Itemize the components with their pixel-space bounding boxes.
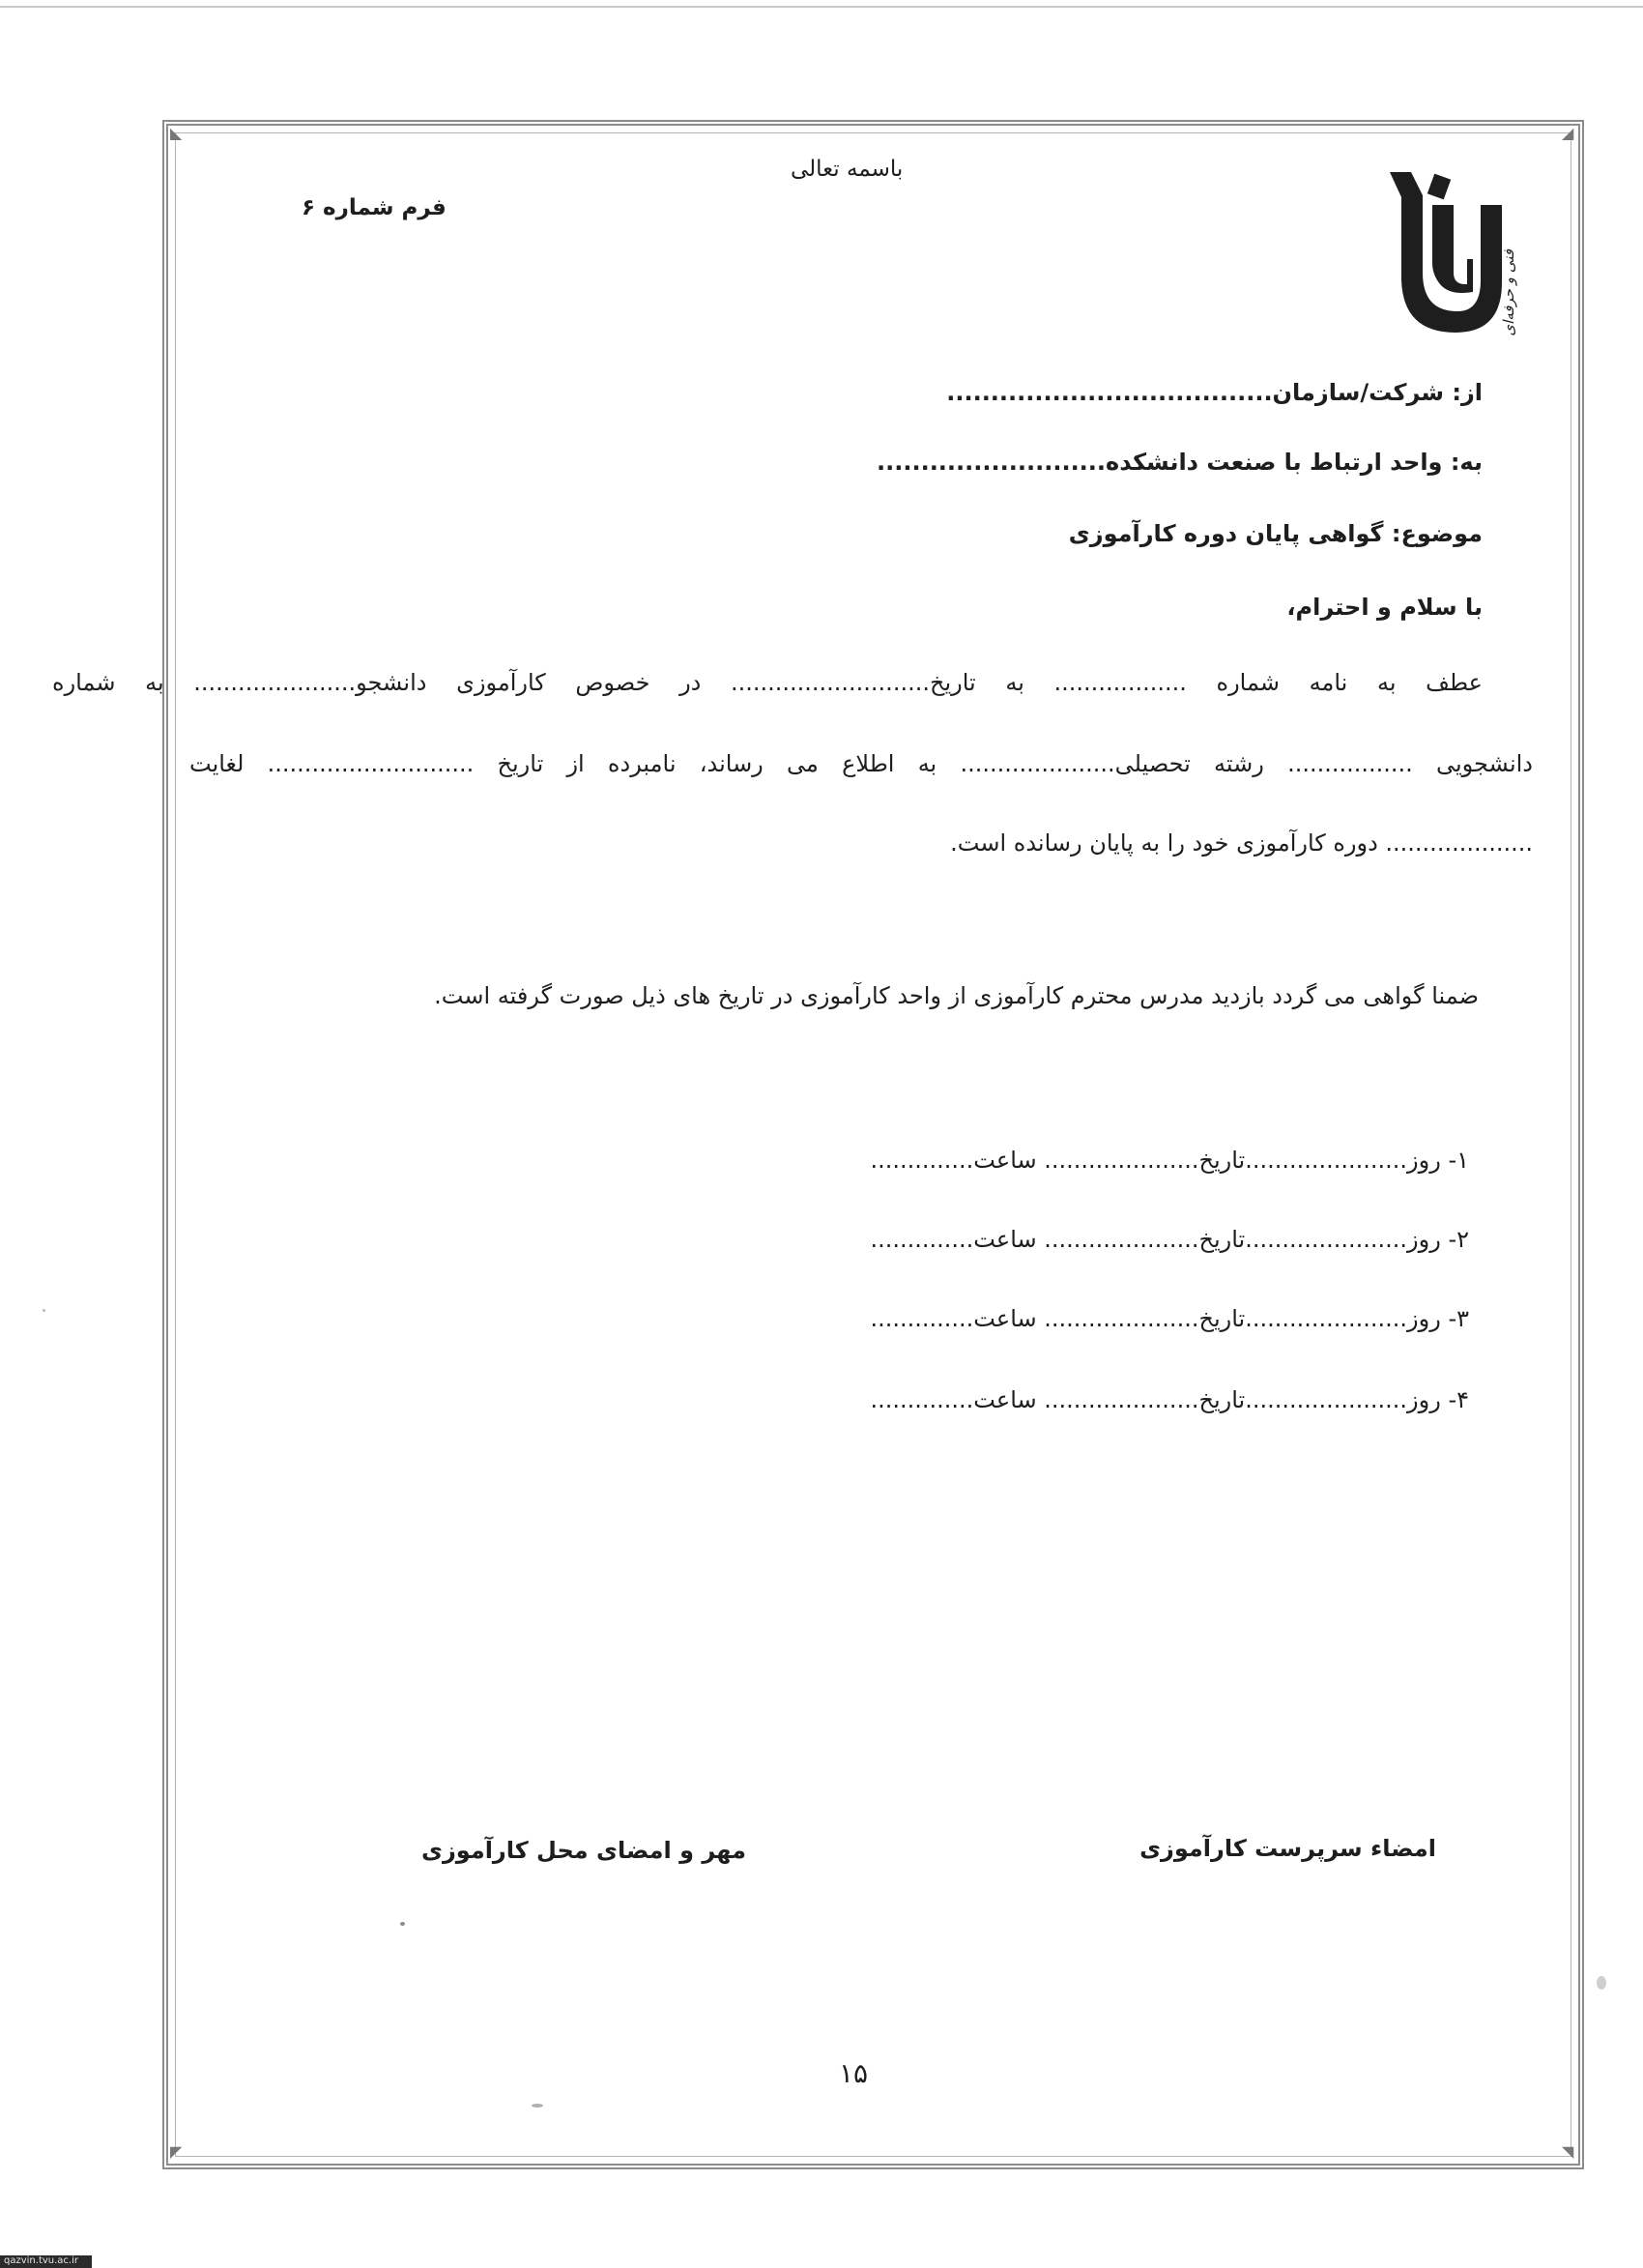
- form-number: فرم شماره ۶: [302, 195, 447, 220]
- letter-from: از: شرکت/سازمان.....................................: [946, 379, 1483, 406]
- scan-top-edge: [0, 6, 1643, 8]
- visit-row-3: ۳- روز......................تاریخ..................... ساعت..............: [870, 1305, 1469, 1332]
- scan-speck: [532, 2104, 543, 2108]
- letter-body-line-1: عطف به نامه شماره .................. به تاریخ........................... در خصوص کارآموزی دانشجو...................... به شماره: [52, 669, 1483, 696]
- workplace-stamp-label: مهر و امضای محل کارآموزی: [420, 1837, 746, 1864]
- logo-caption: دانشگاه: [1481, 253, 1498, 302]
- border-corner-ornament: ◤: [170, 2142, 183, 2161]
- visit-row-4: ۴- روز......................تاریخ..................... ساعت..............: [870, 1386, 1469, 1413]
- letter-body-line-4: ضمنا گواهی می گردد بازدید مدرس محترم کارآموزی از واحد کارآموزی در تاریخ های ذیل صورت گرفته است.: [434, 982, 1479, 1009]
- scan-speck: [43, 1309, 45, 1312]
- visit-row-1: ۱- روز......................تاریخ..................... ساعت..............: [870, 1147, 1469, 1174]
- border-corner-ornament: ◢: [1562, 124, 1574, 142]
- university-logo: [1372, 166, 1527, 350]
- border-corner-ornament: ◣: [170, 124, 183, 142]
- footer-watermark-strip: [0, 2255, 92, 2268]
- letter-body-line-2: دانشجویی ................. رشته تحصیلی..................... به اطلاع می رساند، نامبرده از تاریخ ............................ لغایت: [189, 750, 1533, 777]
- scan-speck: [1597, 1976, 1606, 1990]
- logo-caption: فنی و حرفه‌ای: [1500, 249, 1517, 336]
- page-number: ۱۵: [839, 2057, 869, 2089]
- supervisor-signature-label: امضاء سرپرست کارآموزی: [1139, 1835, 1436, 1862]
- letter-to: به: واحد ارتباط با صنعت دانشکده..........................: [876, 449, 1483, 476]
- letter-body-line-3: .................... دوره کارآموزی خود را به پایان رسانده است.: [950, 829, 1533, 857]
- border-corner-ornament: ◥: [1562, 2142, 1574, 2161]
- visit-row-2: ۲- روز......................تاریخ..................... ساعت..............: [870, 1226, 1469, 1253]
- scan-speck: [400, 1922, 405, 1926]
- footer-watermark-text: qazvin.tvu.ac.ir: [4, 2255, 78, 2266]
- letter-greeting: با سلام و احترام،: [1286, 594, 1483, 621]
- bismillah-heading: باسمه تعالی: [791, 157, 904, 182]
- letter-subject: موضوع: گواهی پایان دوره کارآموزی: [1068, 520, 1483, 547]
